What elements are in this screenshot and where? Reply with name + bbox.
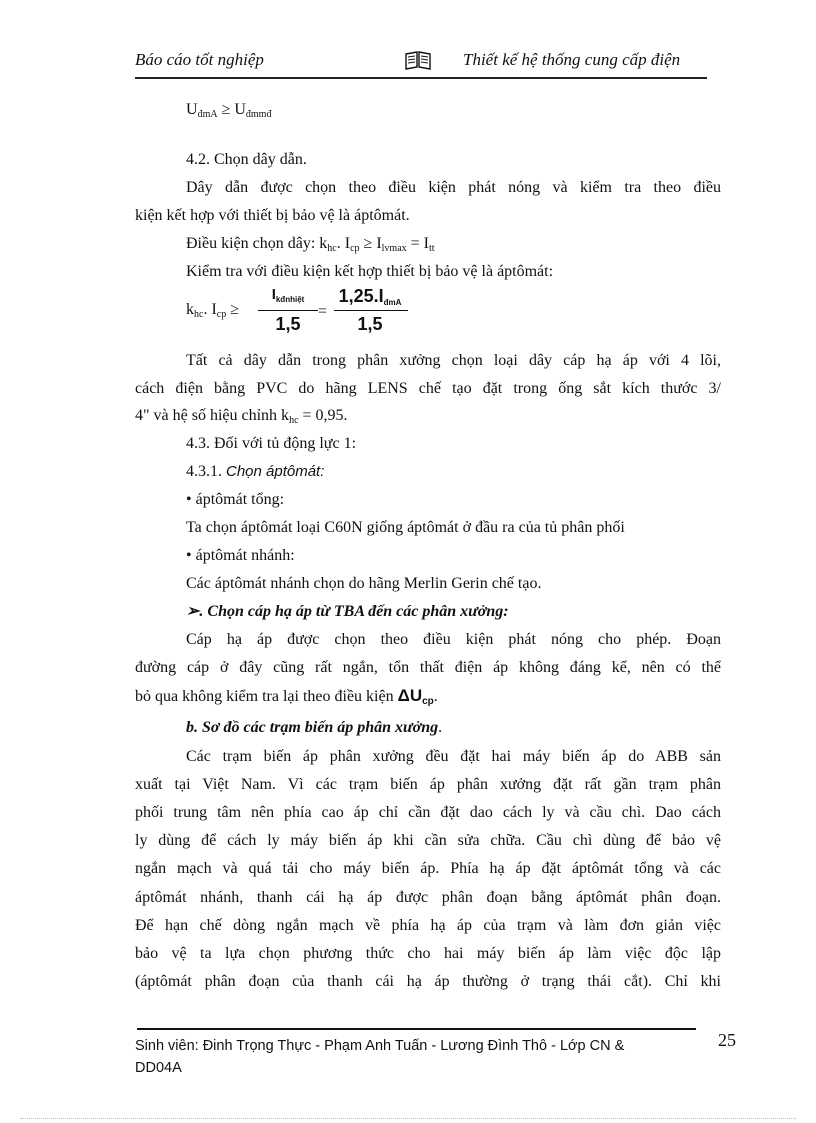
paragraph-line: đường cáp ở đây cũng rất ngắn, tổn thất điện áp không đáng kể, nên có thể — [135, 659, 721, 676]
header-right: Thiết kế hệ thống cung cấp điện — [463, 50, 681, 69]
paragraph-line: ngắn mạch và quá tải cho máy biến áp. Phía hạ áp đặt áptômát tổng và các — [135, 860, 721, 877]
paragraph-line: Dây dẫn được chọn theo điều kiện phát nóng và kiểm tra theo điều — [186, 179, 721, 196]
paragraph-line: xuất tại Việt Nam. Vì các trạm biến áp phân xưởng đặt rất gần trạm phân — [135, 776, 721, 793]
paragraph-line: Để hạn chế dòng ngắn mạch về phía hạ áp của trạm và làm đơn giản việc — [135, 917, 721, 934]
subsection-heading-b: b. Sơ đồ các trạm biến áp phân xưởng. — [186, 719, 443, 736]
bullet-icon: • — [186, 547, 192, 564]
page-number: 25 — [718, 1030, 736, 1050]
section-heading-4-3-1: 4.3.1. Chọn áptômát: — [186, 463, 325, 480]
fraction-1-numerator: $I_{kđnhiệt}$ — [271, 286, 305, 304]
bullet-icon: • — [186, 491, 192, 508]
bullet-item: • áptômát nhánh: — [186, 547, 295, 564]
paragraph-line: áptômát nhánh, thanh cái hạ áp được phân đoạn bằng áptômát phân đoạn. — [135, 889, 721, 906]
header-left: Báo cáo tốt nghiệp — [135, 50, 264, 69]
fraction-2-numerator: $1,25.I_{đmA}$ — [338, 286, 402, 307]
footer-text: Sinh viên: Đinh Trọng Thực - Phạm Anh Tuấn - Lương Đình Thô - Lớp CN & DD04A — [135, 1038, 625, 1076]
formula-equals: = — [318, 303, 328, 320]
fraction-2-denominator: 1,5 — [357, 314, 383, 334]
section-heading-4-2: 4.2. Chọn dây dẫn. — [186, 151, 307, 168]
fraction-1-denominator: 1,5 — [275, 314, 301, 334]
paragraph-line: (áptômát phân đoạn của thanh cái hạ áp thường ở trạng thái cắt). Chỉ khi — [135, 973, 721, 990]
arrow-icon: ➢ — [186, 603, 200, 620]
delta-u-symbol: $\Delta U_{cp}$ — [397, 686, 434, 707]
paragraph-line: 4" và hệ số hiệu chỉnh $k_{hc} = 0,95$. — [135, 407, 348, 426]
footer-rule — [137, 1028, 696, 1030]
paragraph-line: Cáp hạ áp được chọn theo điều kiện phát nóng cho phép. Đoạn — [186, 631, 721, 648]
check-line: Kiểm tra với điều kiện kết hợp thiết bị bảo vệ là áptômát: — [186, 263, 554, 280]
paragraph-line: Ta chọn áptômát loại C60N giống áptômát ở đầu ra của tủ phân phối — [186, 519, 625, 536]
voltage-condition: $U_{đmA} \ge U_{đmmđ}$ — [186, 101, 272, 120]
section-heading-4-3: 4.3. Đối với tủ động lực 1: — [186, 435, 357, 452]
subsection-heading-cable: ➢. Chọn cáp hạ áp từ TBA đến các phân xưởng: — [186, 603, 509, 620]
fraction-2-bar — [334, 310, 408, 311]
paragraph-line: ly dùng để cách ly máy biến áp khi cần sửa chữa. Cầu chì dùng để bảo vệ — [135, 832, 721, 849]
paragraph-line: bỏ qua không kiểm tra lại theo điều kiện $\Delta U_{cp}$. — [135, 686, 438, 707]
formula-lhs: $k_{hc}$. $I_{cp}$ ≥ — [186, 301, 240, 320]
page-edge-dotted-line — [20, 1118, 796, 1119]
book-icon — [404, 50, 432, 70]
paragraph-line: kiện kết hợp với thiết bị bảo vệ là áptômát. — [135, 207, 410, 224]
fraction-1-bar — [258, 310, 318, 311]
paragraph-line: phối trung tâm nên phía cao áp chỉ cần đặt dao cách ly và cầu chì. Dao cách — [135, 804, 721, 821]
paragraph-line: cách điện bằng PVC do hãng LENS chế tạo đặt trong ống sắt kích thước 3/ — [135, 380, 721, 397]
paragraph-line: Các trạm biến áp phân xưởng đều đặt hai máy biến áp do ABB sản — [186, 748, 721, 765]
paragraph-line: Tất cả dây dẫn trong phân xưởng chọn loại dây cáp hạ áp với 4 lõi, — [186, 352, 721, 369]
bullet-item: • áptômát tổng: — [186, 491, 285, 508]
wire-condition: Điều kiện chọn dây: $k_{hc}$. $I_{cp} \ge I_{lvmax} = I_{tt}$ — [186, 235, 435, 254]
paragraph-line: bảo vệ ta lựa chọn phương thức cho hai máy biến áp làm việc độc lập — [135, 945, 721, 962]
header-rule — [135, 77, 707, 79]
paragraph-line: Các áptômát nhánh chọn do hãng Merlin Gerin chế tạo. — [186, 575, 542, 592]
